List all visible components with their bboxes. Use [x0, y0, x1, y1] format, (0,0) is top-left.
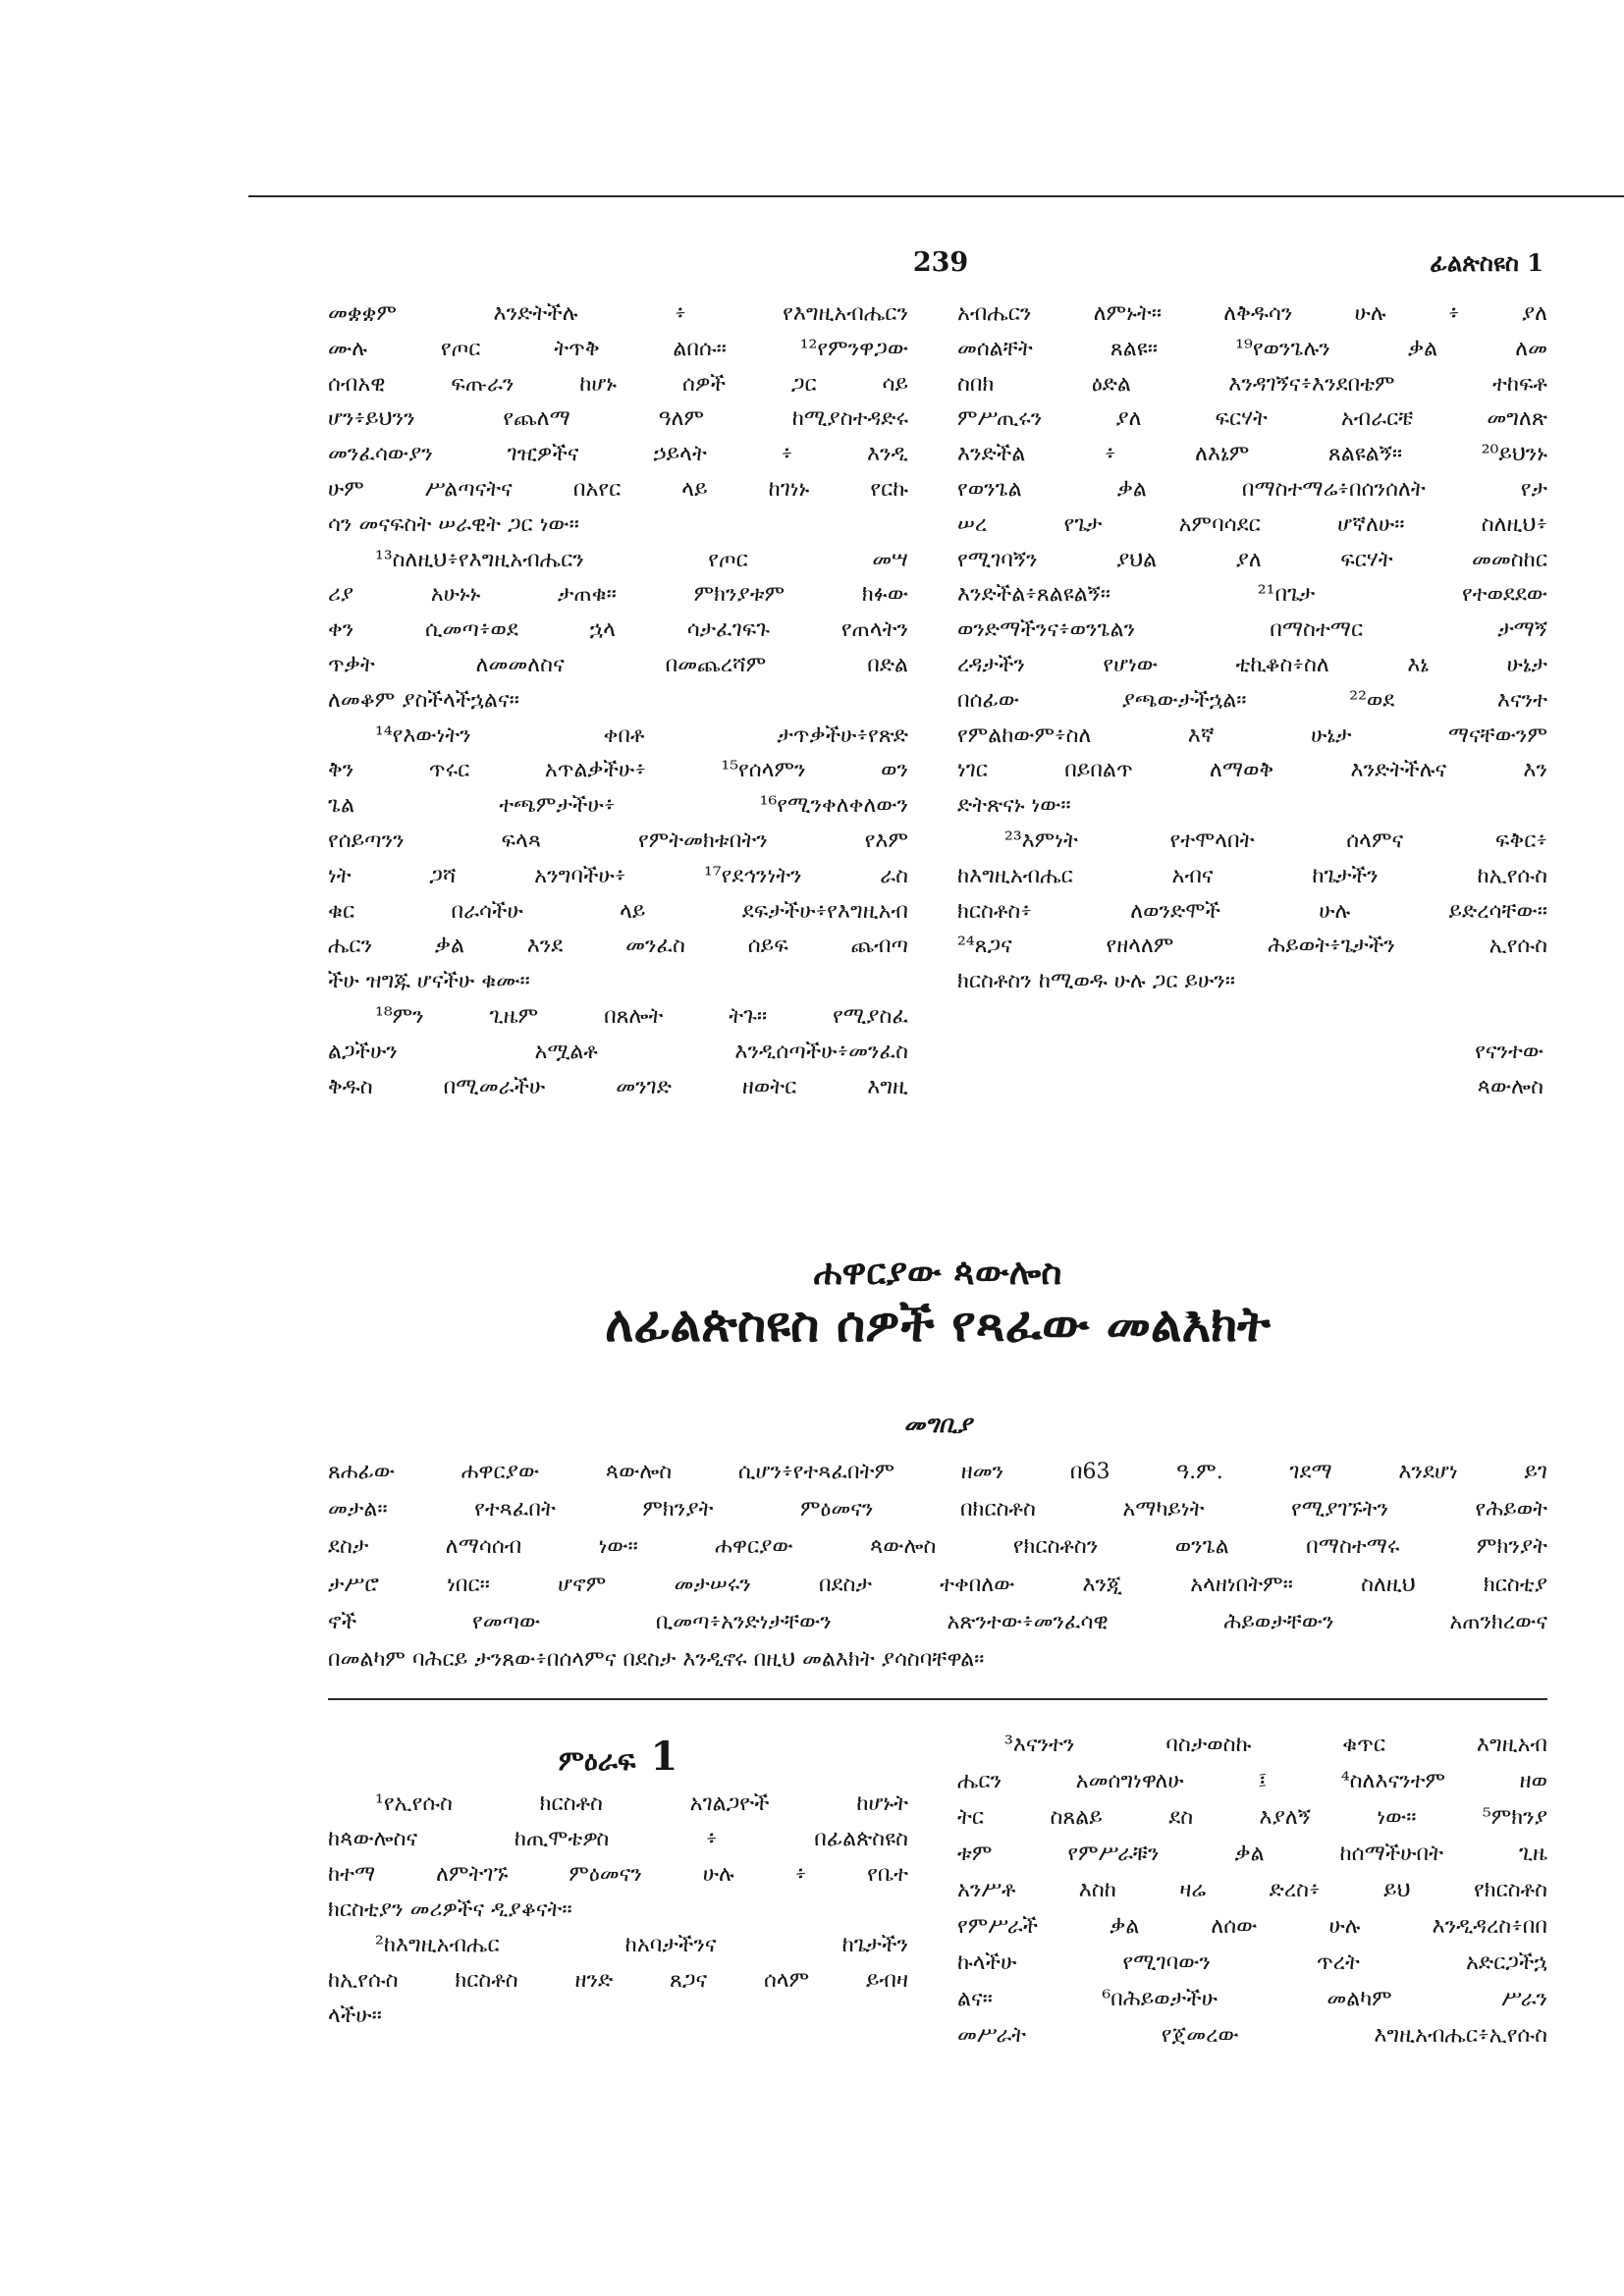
- signoff-line: ጳውሎስ: [1477, 1074, 1543, 1099]
- chapter-label: ምዕራፍ: [558, 1744, 636, 1777]
- paragraph-group: [957, 296, 1547, 999]
- running-head: ፊልጵስዩስ 1: [1430, 248, 1543, 277]
- chapter-number: 1: [650, 1734, 678, 1780]
- chapter-left-column: [328, 1787, 908, 2034]
- text-line: ሁም ሥልጣናትና በአየር ላይ ከገነኑ የርኩ: [328, 476, 908, 502]
- text-line: ታሥሮ ነበር። ሆኖም መታሠሩን በደስታ ተቀበለው እንጂ አላዘነበትም። ስለዚህ ክርስቲያ: [328, 1572, 1547, 1597]
- paragraph-group: [328, 1787, 908, 2034]
- verse-paragraph: [328, 999, 908, 1104]
- text-line: ክርስቲያን መሪዎችና ዲያቆናት።: [328, 1897, 572, 1922]
- text-line: ምሥጢሩን ያለ ፍርሃት አብራርቼ መግለጽ: [957, 406, 1547, 432]
- ephesians-left-column: [328, 296, 908, 1104]
- text-line: ከእግዚአብሔር አብና ከጌታችን ከኢየሱስ: [957, 863, 1547, 888]
- text-line: በሰፊው ያጫውታችኋል። ²²ወደ እናንተ: [957, 687, 1547, 713]
- text-line: ¹የኢየሱስ ክርስቶስ አገልጋዮች ከሆኑት: [375, 1791, 908, 1816]
- text-line: ቱም የምሥራቹን ቃል ከሰማችሁበት ጊዜ: [957, 1842, 1547, 1866]
- text-line: የወንጌል ቃል በማስተማሬ፥በሰንሰለት የታ: [957, 476, 1547, 502]
- text-line: ቅን ጥሩር አጥልቃችሁ፥ ¹⁵የሰላምን ወን: [328, 758, 908, 783]
- text-line: ሳን መናፍስት ሠራዊት ጋር ነው።: [328, 511, 579, 537]
- text-line: ሠረ የጌታ አምባሳደር ሆኛለሁ። ስለዚህ፥: [957, 511, 1547, 537]
- text-line: ቁር በራሳችሁ ላይ ደፍታችሁ፥የእግዚአብ: [328, 898, 908, 924]
- text-line: ችሁ ዝግጁ ሆናችሁ ቁሙ።: [328, 969, 530, 994]
- text-line: አንሥቶ እስከ ዛሬ ድረስ፥ ይህ የክርስቶስ: [957, 1878, 1547, 1902]
- text-line: ጸሐፊው ሐዋርያው ጳውሎስ ሲሆን፥የተጻፈበትም ዘመን በ63 ዓ.ም. ገደማ እንደሆነ ይገ: [328, 1460, 1547, 1484]
- paragraph-group: [328, 296, 908, 1104]
- introduction-heading: መግቢያ: [903, 1410, 972, 1438]
- text-line: ላችሁ።: [328, 2003, 382, 2028]
- verse-paragraph: [957, 296, 1547, 824]
- header-rule: [248, 195, 1624, 197]
- text-line: ሆን፥ይህንን የጨለማ ዓለም ከሚያስተዳድሩ: [328, 406, 908, 432]
- text-line: ቀን ሲመጣ፥ወደ ኋላ ሳታፈገፍጉ የጠላትን: [328, 617, 908, 643]
- book-title-heading: ለፊልጵስዩስ ሰዎች የጻፈው መልእክት: [605, 1295, 1271, 1353]
- section-rule: [328, 1698, 1547, 1700]
- text-line: ደስታ ለማሳሰብ ነው። ሐዋርያው ጳውሎስ የክርስቶስን ወንጌል በማስተማሩ ምክንያት: [328, 1534, 1547, 1560]
- introduction-paragraph: [328, 1454, 1547, 1679]
- text-line: ክርስቶስን ከሚወዱ ሁሉ ጋር ይሁን።: [957, 969, 1236, 994]
- text-line: ነት ጋሻ አንግባችሁ፥ ¹⁷የደኅንነትን ራስ: [328, 863, 908, 888]
- text-line: ወንድማችንና፥ወንጌልን በማስተማር ታማኝ: [957, 617, 1547, 643]
- signoff: [957, 1035, 1547, 1105]
- chapter-heading: [328, 1733, 908, 1782]
- text-line: ልጋችሁን አሟልቶ እንዲሰጣችሁ፥መንፈስ: [328, 1039, 908, 1064]
- text-line: ኩላችሁ የሚገባውን ጥረት አድርጋችኋ: [957, 1950, 1547, 1975]
- verse-paragraph: [328, 1787, 908, 1928]
- text-line: ሙሉ የጦር ትጥቅ ልበሱ። ¹²የምንዋጋው: [328, 336, 908, 361]
- paragraph-group: [328, 1454, 1547, 1679]
- text-line: ኖች የመጣው ቢመጣ፥አንድነታቸውን አጽንተው፥መንፈሳዊ ሕይወታቸውን አጠንክረውና: [328, 1609, 1547, 1634]
- text-line: ክርስቶስ፥ ለወንድሞች ሁሉ ይድረሳቸው።: [957, 898, 1547, 924]
- text-line: አብሔርን ለምኑት። ለቅዱሳን ሁሉ ፥ ያለ: [957, 301, 1547, 326]
- text-line: በመልካም ባሕርይ ታንጸው፥በሰላምና በደስታ እንዲኖሩ በዚህ መልእክት ያሳስባቸዋል።: [328, 1646, 985, 1672]
- text-line: እንድችል ፥ ለእኔም ጸልዩልኝ። ²⁰ይህንኑ: [957, 442, 1547, 467]
- text-line: የሰይጣንን ፍላጻ የምትመክቱበትን የእም: [328, 828, 908, 853]
- verse-paragraph: [328, 296, 908, 543]
- text-line: ²³እምነት የተሞላበት ሰላምና ፍቅር፥: [1004, 828, 1547, 853]
- text-line: መንፈሳውያን ገዢዎችና ኃይላት ፥ እንዲ: [328, 442, 908, 467]
- text-line: ¹⁴የእውነትን ቀበቶ ታጥቃችሁ፥የጽድ: [375, 722, 908, 748]
- text-line: እንድችል፥ጸልዩልኝ። ²¹በጌታ የተወደደው: [957, 582, 1547, 608]
- text-line: ትር ስጸልይ ደስ እያለኝ ነው። ⁵ምክንያ: [957, 1805, 1547, 1830]
- text-line: ሔርን አመሰግነዋለሁ ፤ ⁴ስለእናንተም ዘወ: [957, 1769, 1547, 1793]
- text-line: ²ከእግዚአብሔር ከአባታችንና ከጌታችን: [375, 1933, 908, 1957]
- signoff-line: የናንተው: [1475, 1039, 1543, 1064]
- text-line: ቅዱስ በሚመራችሁ መንገድ ዘወትር እግዚ: [328, 1074, 908, 1099]
- verse-paragraph: [328, 719, 908, 999]
- text-line: ³እናንተን ባስታወስኩ ቁጥር እግዚአብ: [1004, 1733, 1547, 1757]
- text-line: ጌል ተጫምታችሁ፥ ¹⁶የሚንቀለቀለውን: [328, 793, 908, 819]
- text-line: የሚገባኝን ያህል ያለ ፍርሃት መመስከር: [957, 547, 1547, 572]
- text-line: ¹⁸ምን ጊዜም በጸሎት ትጉ። የሚያስፈ: [375, 1003, 908, 1029]
- verse-paragraph: [957, 1727, 1547, 2054]
- text-line: ¹³ስለዚህ፥የእግዚአብሔርን የጦር መሣ: [375, 547, 908, 572]
- ephesians-right-column: [957, 296, 1547, 1104]
- text-line: ሪያ አሁኑኑ ታጠቁ። ምክንያቱም ክፉው: [328, 582, 908, 608]
- verse-paragraph: [957, 824, 1547, 999]
- text-line: ልና። ⁶በሕይወታችሁ መልካም ሥራን: [957, 1987, 1547, 2011]
- text-line: ነገር በይበልጥ ለማወቅ እንድትችሉና እን: [957, 758, 1547, 783]
- text-line: ሰብአዊ ፍጡራን ከሆኑ ሰዎች ጋር ሳይ: [328, 371, 908, 397]
- text-line: ጥቃት ለመመለስና በመጨረሻም በድል: [328, 652, 908, 677]
- text-line: ሔርን ቃል እንደ መንፈስ ሰይፍ ጨብጣ: [328, 934, 908, 959]
- paragraph-group: [957, 1727, 1547, 2054]
- text-line: ከተማ ለምትገኙ ምዕመናን ሁሉ ፥ የቤተ: [328, 1862, 908, 1887]
- page-number: 239: [912, 247, 969, 278]
- verse-paragraph: [328, 1454, 1547, 1679]
- text-line: መሥራት የጀመረው እግዚአብሔር፥ኢየሱስ: [957, 2023, 1547, 2048]
- text-line: የምሥራች ቃል ለሰው ሁሉ እንዲዳረስ፥በበ: [957, 1914, 1547, 1939]
- text-line: ለመቆም ያስችላችኋልና።: [328, 687, 519, 713]
- text-line: ረዳታችን የሆነው ቲኪቆስ፥ስለ እኔ ሁኔታ: [957, 652, 1547, 677]
- book-author-heading: ሐዋርያው ጳውሎስ: [813, 1252, 1062, 1293]
- text-line: መቋቋም እንድትችሉ ፥ የእግዚአብሔርን: [328, 301, 908, 326]
- text-line: ከጳውሎስና ከጢሞቴዎስ ፥ በፊልጵስዩስ: [328, 1827, 908, 1851]
- text-line: ስበክ ዕድል እንዳገኝና፥እንደበቴም ተከፍቶ: [957, 371, 1547, 397]
- text-line: ከኢየሱስ ክርስቶስ ዘንድ ጸጋና ሰላም ይብዛ: [328, 1968, 908, 1993]
- chapter-right-column: [957, 1727, 1547, 2054]
- text-line: መታል። የተጻፈበት ምክንያት ምዕመናን በክርስቶስ አማካይነት የሚያገኙትን የሕይወት: [328, 1497, 1547, 1522]
- text-line: ድትጽናኑ ነው።: [957, 793, 1071, 819]
- verse-paragraph: [328, 543, 908, 719]
- verse-paragraph: [328, 1928, 908, 2034]
- text-line: ²⁴ጸጋና የዘላለም ሕይወት፥ጌታችን ኢየሱስ: [957, 934, 1547, 959]
- text-line: የምልከውም፥ስለ እኛ ሁኔታ ማናቸውንም: [957, 722, 1547, 748]
- text-line: መሰልቸት ጸልዩ። ¹⁹የወንጌሉን ቃል ለመ: [957, 336, 1547, 361]
